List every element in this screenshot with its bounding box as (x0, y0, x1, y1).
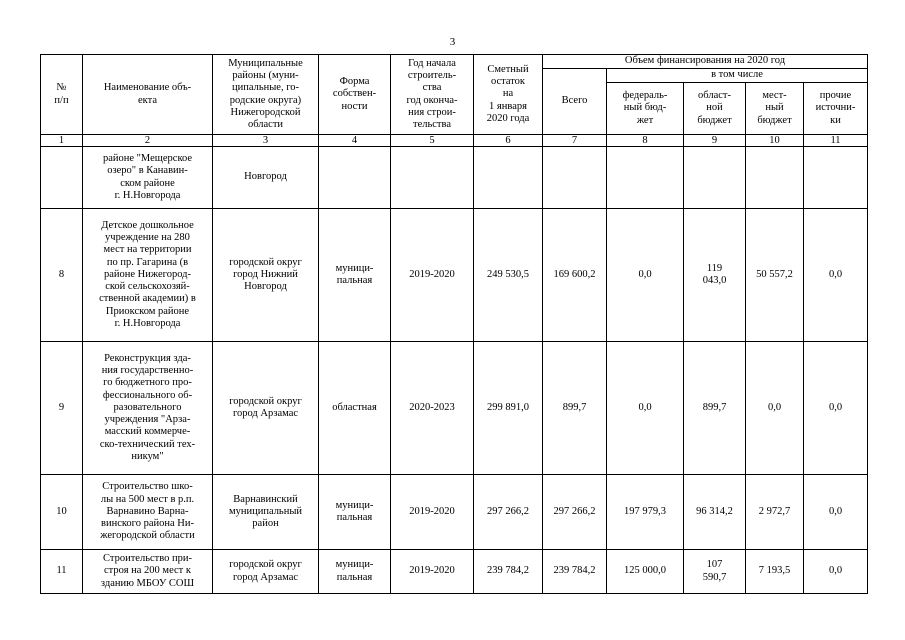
column-number: 5 (391, 135, 474, 147)
table-row (41, 342, 868, 475)
header-num: № п/п (41, 55, 83, 135)
cell-years: 2019-2020 (391, 475, 474, 550)
cell-years (391, 147, 474, 209)
cell-object-name: Строительство при- строя на 200 мест к зданию МБОУ СОШ (83, 550, 213, 594)
column-number: 7 (543, 135, 607, 147)
cell-other: 0,0 (804, 342, 868, 475)
cell-object-name: районе "Мещерское озеро" в Канавин- ском районе г. Н.Новгорода (83, 147, 213, 209)
column-number: 3 (213, 135, 319, 147)
cell-total: 169 600,2 (543, 209, 607, 342)
cell-local: 2 972,7 (746, 475, 804, 550)
cell-district: Варнавинский муниципальный район (213, 475, 319, 550)
header-including: в том числе (607, 69, 868, 83)
cell-ownership: муници- пальная (319, 209, 391, 342)
cell-ownership (319, 147, 391, 209)
column-number: 9 (684, 135, 746, 147)
cell-other: 0,0 (804, 209, 868, 342)
table-row (41, 475, 868, 550)
header-estimate: Сметный остаток на 1 января 2020 года (474, 55, 543, 135)
cell-years: 2019-2020 (391, 550, 474, 594)
header-ownership: Форма собствен- ности (319, 55, 391, 135)
column-number: 6 (474, 135, 543, 147)
cell-object-name: Реконструкция зда- ния государственно- го бюджетного про- фессионального об- разовательного учреждения "Арза- масский коммерче- ско-технический тех- никум" (83, 342, 213, 475)
cell-other (804, 147, 868, 209)
column-number: 10 (746, 135, 804, 147)
column-number: 4 (319, 135, 391, 147)
header-districts: Муниципальные районы (муни- ципальные, го- родские округа) Нижегородской области (213, 55, 319, 135)
cell-estimate: 299 891,0 (474, 342, 543, 475)
cell-local: 0,0 (746, 342, 804, 475)
cell-federal: 197 979,3 (607, 475, 684, 550)
cell-ownership: муници- пальная (319, 550, 391, 594)
cell-estimate: 249 530,5 (474, 209, 543, 342)
cell-object-name: Строительство шко- лы на 500 мест в р.п. Варнавино Варна- винского района Ни- жегородской области (83, 475, 213, 550)
cell-num: 10 (41, 475, 83, 550)
cell-years: 2020-2023 (391, 342, 474, 475)
cell-num: 11 (41, 550, 83, 594)
table-row (41, 147, 868, 209)
column-number: 8 (607, 135, 684, 147)
cell-num (41, 147, 83, 209)
column-number-row (41, 135, 868, 147)
cell-estimate (474, 147, 543, 209)
header-regional: област- ной бюджет (684, 83, 746, 135)
funding-table (40, 54, 868, 594)
cell-other: 0,0 (804, 475, 868, 550)
cell-local (746, 147, 804, 209)
header-federal: федераль- ный бюд- жет (607, 83, 684, 135)
cell-local: 7 193,5 (746, 550, 804, 594)
cell-estimate: 239 784,2 (474, 550, 543, 594)
cell-district: городской округ город Арзамас (213, 550, 319, 594)
cell-regional: 899,7 (684, 342, 746, 475)
header-other: прочие источни- ки (804, 83, 868, 135)
cell-regional: 119 043,0 (684, 209, 746, 342)
cell-num: 9 (41, 342, 83, 475)
header-years: Год начала строитель- ства год оконча- ния строи- тельства (391, 55, 474, 135)
cell-years: 2019-2020 (391, 209, 474, 342)
cell-total (543, 147, 607, 209)
cell-local: 50 557,2 (746, 209, 804, 342)
cell-federal: 0,0 (607, 342, 684, 475)
header-total: Всего (543, 69, 607, 135)
cell-total: 297 266,2 (543, 475, 607, 550)
cell-regional: 96 314,2 (684, 475, 746, 550)
cell-federal: 125 000,0 (607, 550, 684, 594)
cell-object-name: Детское дошкольное учреждение на 280 мест на территории по пр. Гагарина (в районе Нижегород- ской сельскохозяй- ственной академии) в Приокском районе г. Н.Новгорода (83, 209, 213, 342)
cell-ownership: муници- пальная (319, 475, 391, 550)
header-object-name: Наименование объ- екта (83, 55, 213, 135)
cell-ownership: областная (319, 342, 391, 475)
column-number: 2 (83, 135, 213, 147)
cell-other: 0,0 (804, 550, 868, 594)
cell-regional: 107 590,7 (684, 550, 746, 594)
column-number: 11 (804, 135, 868, 147)
cell-district: городской округ город Арзамас (213, 342, 319, 475)
cell-district: городской округ город Нижний Новгород (213, 209, 319, 342)
page-number: 3 (449, 36, 456, 48)
table-row (41, 550, 868, 594)
cell-federal: 0,0 (607, 209, 684, 342)
cell-total: 239 784,2 (543, 550, 607, 594)
cell-regional (684, 147, 746, 209)
table-row (41, 209, 868, 342)
header-funding-title: Объем финансирования на 2020 год (543, 55, 868, 69)
cell-estimate: 297 266,2 (474, 475, 543, 550)
column-number: 1 (41, 135, 83, 147)
cell-district: Новгород (213, 147, 319, 209)
header-local: мест- ный бюджет (746, 83, 804, 135)
cell-federal (607, 147, 684, 209)
cell-total: 899,7 (543, 342, 607, 475)
cell-num: 8 (41, 209, 83, 342)
